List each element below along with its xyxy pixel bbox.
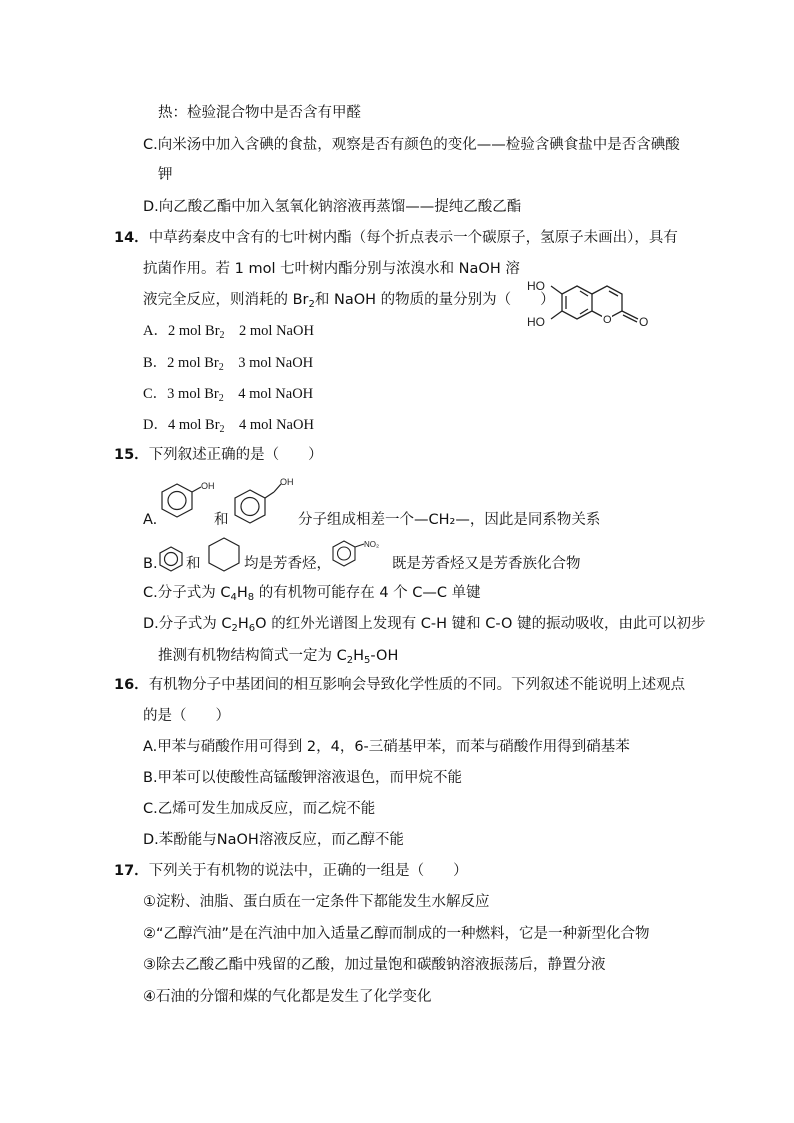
- q15-option-a-label: A.: [143, 512, 158, 528]
- benzyl-alcohol-oh-label: OH: [280, 477, 294, 487]
- q16-option-d: D.苯酚能与NaOH溶液反应，而乙醇不能: [143, 832, 404, 848]
- q17-number: 17．: [114, 863, 149, 879]
- phenol-oh-label: OH: [201, 481, 215, 491]
- struct-label-ho-top: HO: [527, 279, 545, 293]
- q16-stem-line2: 的是（ ）: [143, 708, 230, 724]
- q15-option-b-text1: 均是芳香烃，: [244, 556, 331, 572]
- q14-option-b: B．2 mol $Br_2$ 3 mol NaOH: [143, 355, 314, 373]
- q15-option-b-text2: 既是芳香烃又是芳香族化合物: [392, 556, 581, 572]
- q14-stem-line1: 14．中草药秦皮中含有的七叶树内酯（每个折点表示一个碳原子，氢原子未画出），具有: [114, 230, 678, 246]
- q15-option-d-line1: D.分子式为 $C_2H_6O$ 的红外光谱图上发现有 C-H 键和 C-O 键的振动吸收，由此可以初步: [143, 616, 706, 634]
- nitrobenzene-structure: [330, 538, 392, 570]
- esculetin-structure-diagram: [525, 272, 675, 342]
- nitrobenzene-no2-label: NO₂: [364, 540, 380, 549]
- struct-label-ring-oxygen: O: [603, 314, 612, 326]
- q15-option-b-and: 和: [186, 556, 201, 572]
- q16-option-b: B.甲苯可以使酸性高锰酸钾溶液退色，而甲烷不能: [143, 770, 463, 786]
- q13-option-c-line1: C.向米汤中加入含碘的食盐，观察是否有颜色的变化——检验含碘食盐中是否含碘酸: [143, 137, 680, 153]
- q17-statement-2: ②“乙醇汽油”是在汽油中加入适量乙醇而制成的一种燃料，它是一种新型化合物: [143, 926, 650, 942]
- benzyl-alcohol-structure: [232, 476, 298, 528]
- q13-option-c-line2: 钾: [158, 167, 173, 183]
- q17-statement-3: ③除去乙酸乙酯中残留的乙酸，加过量饱和碳酸钠溶液振荡后，静置分液: [143, 957, 606, 973]
- q14-stem-line2: 抗菌作用。若 1 mol 七叶树内酯分别与浓溴水和 NaOH 溶: [143, 261, 520, 277]
- q15-option-c: C.分子式为 $C_4H_8$ 的有机物可能存在 4 个 C—C 单键: [143, 585, 481, 603]
- q16-stem-line1: 16．有机物分子中基团间的相互影响会导致化学性质的不同。下列叙述不能说明上述观点: [114, 677, 686, 693]
- q14-stem-line3: 液完全反应，则消耗的 $Br_2$和 NaOH 的物质的量分别为（ ）: [143, 292, 555, 310]
- q15-stem: 15．下列叙述正确的是（ ）: [114, 447, 323, 463]
- q13-option-a-continuation: 热：检验混合物中是否含有甲醛: [158, 105, 361, 121]
- q16-option-a: A.甲苯与硝酸作用可得到 2，4，6-三硝基甲苯，而苯与硝酸作用得到硝基苯: [143, 739, 630, 755]
- benzene-structure: [158, 545, 184, 573]
- q17-stem: 17．下列关于有机物的说法中，正确的一组是（ ）: [114, 863, 468, 879]
- q17-statement-4: ④石油的分馏和煤的气化都是发生了化学变化: [143, 989, 432, 1005]
- struct-label-ho-bottom: HO: [527, 315, 545, 329]
- q14-number: 14．: [114, 230, 149, 246]
- q13-option-d: D.向乙酸乙酯中加入氢氧化钠溶液再蒸馏——提纯乙酸乙酯: [143, 199, 522, 215]
- cyclohexane-structure: [206, 536, 242, 574]
- q14-option-d: D．4 mol $Br_2$ 4 mol NaOH: [143, 417, 314, 435]
- q16-option-c: C.乙烯可发生加成反应，而乙烷不能: [143, 801, 376, 817]
- q15-option-a-text: 分子组成相差一个—CH₂—，因此是同系物关系: [298, 512, 601, 528]
- q15-option-d-line2: 推测有机物结构简式一定为 $C_2H_5-OH$: [158, 648, 399, 666]
- q14-option-a: A．2 mol $Br_2$ 2 mol NaOH: [143, 323, 314, 341]
- q17-statement-1: ①淀粉、油脂、蛋白质在一定条件下都能发生水解反应: [143, 894, 490, 910]
- q16-number: 16．: [114, 677, 149, 693]
- q14-option-c: C．3 mol $Br_2$ 4 mol NaOH: [143, 386, 314, 404]
- struct-label-carbonyl-oxygen: O: [639, 315, 649, 329]
- q15-number: 15．: [114, 447, 149, 463]
- phenol-structure: [157, 476, 217, 528]
- q15-option-a-and: 和: [214, 512, 229, 528]
- q15-option-b-label: B.: [143, 556, 158, 572]
